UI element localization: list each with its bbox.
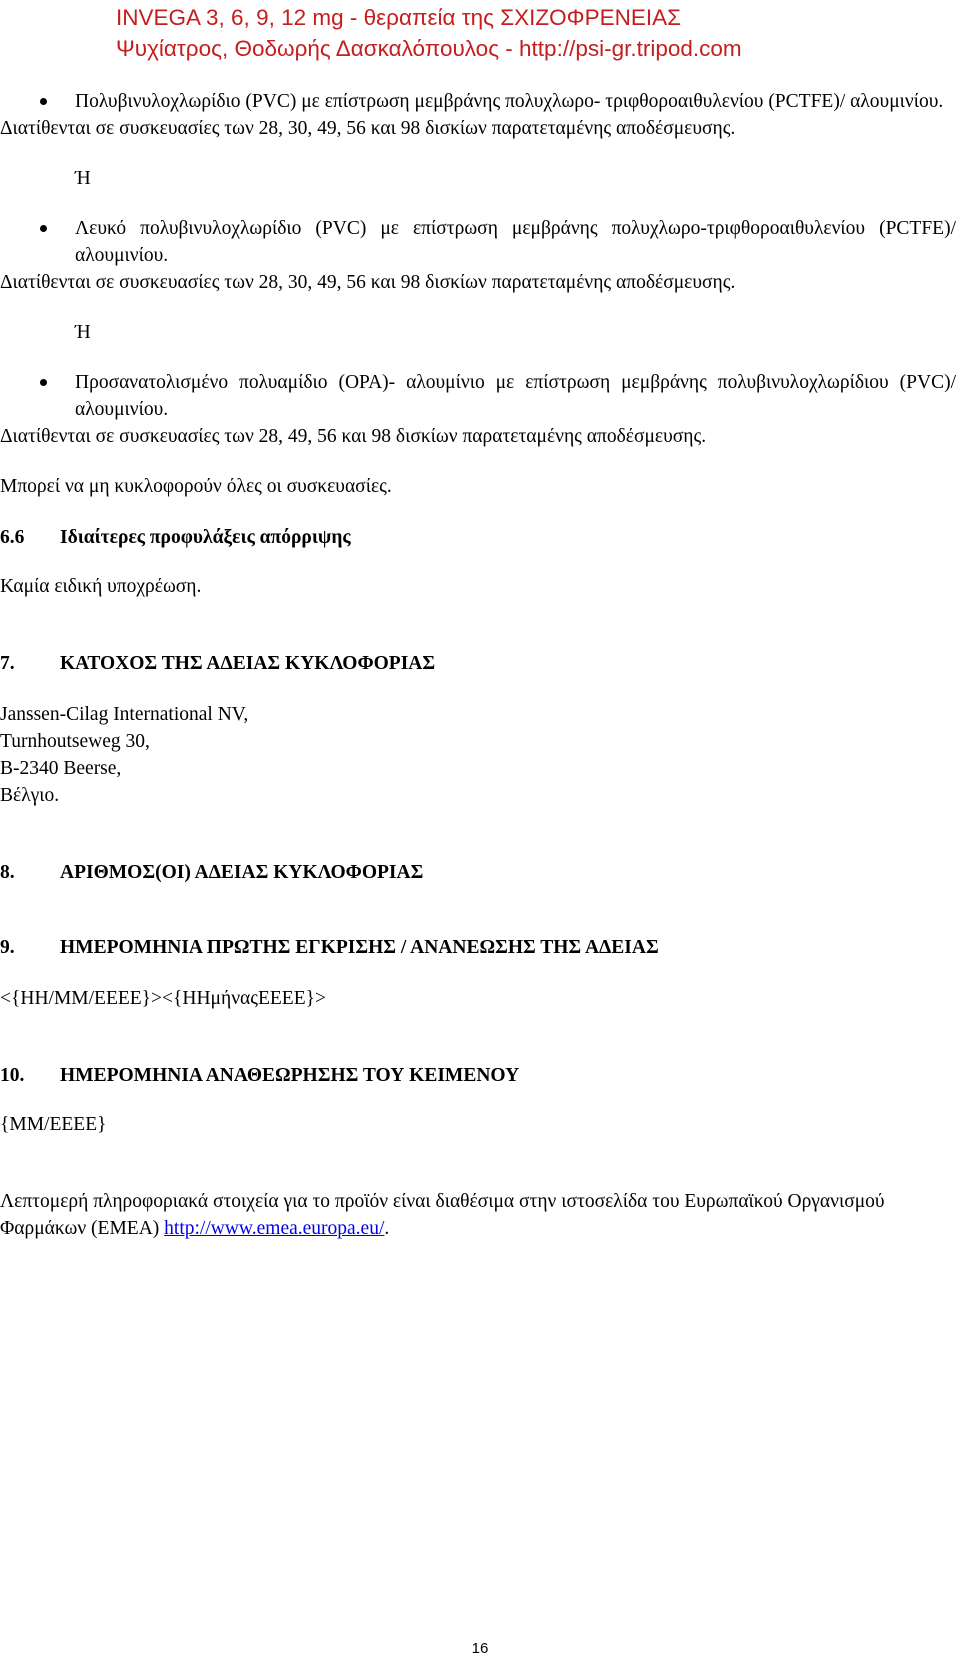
address-line: Βέλγιο. [0,785,60,806]
page-number: 16 [471,1640,489,1657]
pack-description: Πολυβινυλοχλωρίδιο (PVC) με επίστρωση μεμβράνης πολυχλωρο- τριφθοροαιθυλενίου (PCTFE)/ αλουμινίου. [75,91,944,112]
bullet-dot-icon [0,88,75,115]
section-6-6-heading [0,524,956,551]
section-9-body: <{ΗΗ/ΜΜ/ΕΕΕΕ}><{ΗΗμήναςΕΕΕΕ}> [0,988,326,1009]
footer-note-trailing: . [384,1218,390,1239]
bullet-dot-icon [0,215,75,269]
section-8-heading [0,859,956,886]
header-title: INVEGA 3, 6, 9, 12 mg - θεραπεία της ΣΧΙΖΟΦΡΕΝΕΙΑΣ [116,5,682,30]
pack-bullet-1 [0,88,956,115]
footer-note-text: Λεπτομερή πληροφοριακά στοιχεία για το προϊόν είναι διαθέσιμα στην ιστοσελίδα του Ευρωπαϊκού Οργανισμού Φαρμάκων (ΕΜΕΑ) [0,1191,885,1239]
section-number: 7. [0,653,15,674]
emea-link[interactable]: http://www.emea.europa.eu/ [164,1218,385,1239]
section-6-6-body: Καμία ειδική υποχρέωση. [0,576,202,597]
section-number: 9. [0,937,15,958]
not-all-packs-note: Μπορεί να μη κυκλοφορούν όλες οι συσκευασίες. [0,476,392,497]
pack-availability: Διατίθενται σε συσκευασίες των 28, 30, 49, 56 και 98 δισκίων παρατεταμένης αποδέσμευσης. [0,272,736,293]
section-title: ΗΜΕΡΟΜΗΝΙΑ ΑΝΑΘΕΩΡΗΣΗΣ ΤΟΥ ΚΕΙΜΕΝΟΥ [60,1065,520,1086]
section-title: ΚΑΤΟΧΟΣ ΤΗΣ ΑΔΕΙΑΣ ΚΥΚΛΟΦΟΡΙΑΣ [60,653,436,674]
bullet-dot-icon [0,369,75,423]
or-separator: Ή [75,168,91,189]
section-9-heading [0,934,956,961]
footer-note [0,1188,956,1242]
document-body [0,88,956,1242]
section-title: ΗΜΕΡΟΜΗΝΙΑ ΠΡΩΤΗΣ ΕΓΚΡΙΣΗΣ / ΑΝΑΝΕΩΣΗΣ ΤΗΣ ΑΔΕΙΑΣ [60,937,659,958]
pack-availability: Διατίθενται σε συσκευασίες των 28, 30, 49, 56 και 98 δισκίων παρατεταμένης αποδέσμευσης. [0,118,736,139]
section-title: ΑΡΙΘΜΟΣ(ΟΙ) ΑΔΕΙΑΣ ΚΥΚΛΟΦΟΡΙΑΣ [60,862,424,883]
address-line: B-2340 Beerse, [0,758,122,779]
section-10-body: {ΜΜ/ΕΕΕΕ} [0,1114,107,1135]
pack-description: Προσανατολισμένο πολυαμίδιο (OPA)- αλουμίνιο με επίστρωση μεμβράνης πολυβινυλοχλωρίδιου (PVC)/ αλουμινίου. [75,372,956,420]
mah-address [0,701,956,809]
address-line: Janssen-Cilag International NV, [0,704,249,725]
or-separator: Ή [75,322,91,343]
section-number: 6.6 [0,527,25,548]
section-7-heading [0,650,956,677]
page-header [116,2,742,64]
header-subtitle: Ψυχίατρος, Θοδωρής Δασκαλόπουλος - http://psi-gr.tripod.com [116,36,742,61]
section-title: Ιδιαίτερες προφυλάξεις απόρριψης [60,527,351,548]
section-number: 10. [0,1065,25,1086]
address-line: Turnhoutseweg 30, [0,731,150,752]
pack-bullet-2 [0,215,956,269]
section-number: 8. [0,862,15,883]
pack-bullet-3 [0,369,956,423]
pack-description: Λευκό πολυβινυλοχλωρίδιο (PVC) με επίστρωση μεμβράνης πολυχλωρο-τριφθοροαιθυλενίου (PCTFE)/ αλουμινίου. [75,218,956,266]
pack-availability: Διατίθενται σε συσκευασίες των 28, 49, 56 και 98 δισκίων παρατεταμένης αποδέσμευσης. [0,426,707,447]
section-10-heading [0,1062,956,1089]
